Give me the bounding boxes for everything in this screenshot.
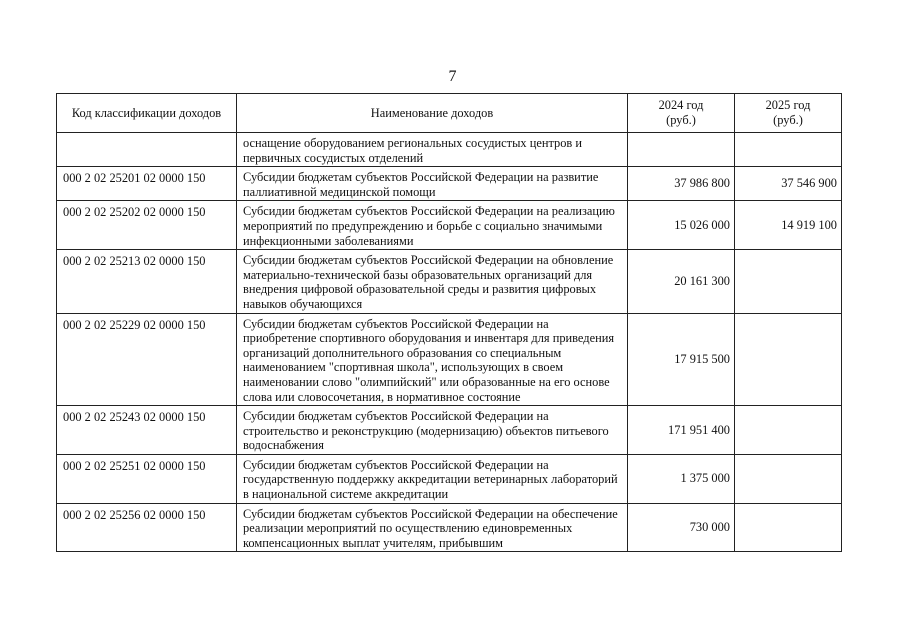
row-code: 000 2 02 25213 02 0000 150 [57,250,237,313]
table-row [57,167,842,201]
table-row [57,503,842,552]
row-name: Субсидии бюджетам субъектов Российской Федерации на обеспечение реализации мероприятий по осуществлению единовременных компенсационных выплат учителям, прибывшим [237,503,628,552]
revenue-table [56,93,842,552]
row-code: 000 2 02 25229 02 0000 150 [57,313,237,406]
table-header-row [57,94,842,133]
row-2024: 15 026 000 [628,201,735,250]
row-code [57,133,237,167]
row-2025 [735,406,842,455]
header-2025 [735,94,842,133]
table-row [57,454,842,503]
row-name: Субсидии бюджетам субъектов Российской Федерации на государственную поддержку аккредитации ветеринарных лабораторий в национальной системе аккредитации [237,454,628,503]
row-name: Субсидии бюджетам субъектов Российской Федерации на строительство и реконструкцию (модернизацию) объектов питьевого водоснабжения [237,406,628,455]
table-row [57,133,842,167]
row-code: 000 2 02 25202 02 0000 150 [57,201,237,250]
header-2024-year: 2024 год [658,98,704,113]
row-2025 [735,313,842,406]
header-code: Код классификации доходов [57,94,237,133]
header-2024 [628,94,735,133]
row-name: Субсидии бюджетам субъектов Российской Федерации на реализацию мероприятий по предупреждению и борьбе с социально значимыми инфекционными заболеваниями [237,201,628,250]
row-2024: 171 951 400 [628,406,735,455]
row-code: 000 2 02 25243 02 0000 150 [57,406,237,455]
row-name: Субсидии бюджетам субъектов Российской Федерации на обновление материально-технической базы образовательных организаций для внедрения цифровой образовательной среды и развития цифровых навыков обучающихся [237,250,628,313]
header-name: Наименование доходов [237,94,628,133]
row-name: оснащение оборудованием региональных сосудистых центров и первичных сосудистых отделений [237,133,628,167]
row-code: 000 2 02 25201 02 0000 150 [57,167,237,201]
row-2025: 37 546 900 [735,167,842,201]
row-2024: 37 986 800 [628,167,735,201]
row-2024: 730 000 [628,503,735,552]
table-row [57,406,842,455]
row-name: Субсидии бюджетам субъектов Российской Федерации на развитие паллиативной медицинской помощи [237,167,628,201]
table-row [57,313,842,406]
header-2025-unit: (руб.) [773,113,803,127]
row-2025 [735,133,842,167]
row-code: 000 2 02 25256 02 0000 150 [57,503,237,552]
row-2025 [735,250,842,313]
row-2024: 1 375 000 [628,454,735,503]
table-row [57,201,842,250]
row-2024: 17 915 500 [628,313,735,406]
row-code: 000 2 02 25251 02 0000 150 [57,454,237,503]
row-name: Субсидии бюджетам субъектов Российской Федерации на приобретение спортивного оборудования и инвентаря для приведения организаций дополнительного образования со специальным наименованием "спортивная школа", использующих в своем наименовании слово "олимпийский" или образованные на его основе слова или словосочетания, в нормативное состояние [237,313,628,406]
page-number: 7 [448,68,457,85]
row-2025 [735,503,842,552]
header-2024-unit: (руб.) [666,113,696,127]
row-2025: 14 919 100 [735,201,842,250]
row-2025 [735,454,842,503]
row-2024: 20 161 300 [628,250,735,313]
header-2025-year: 2025 год [765,98,811,113]
row-2024 [628,133,735,167]
table-row [57,250,842,313]
